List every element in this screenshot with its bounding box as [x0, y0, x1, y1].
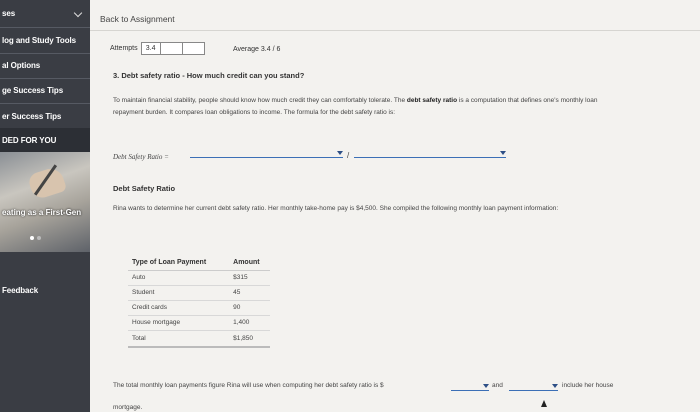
- dropdown-arrow-icon: [483, 384, 489, 388]
- sidebar-item-college-success-tips[interactable]: ge Success Tips: [2, 86, 64, 95]
- intro-text-2: is a computation that defines one's monthly loan repayment burden. It compares loan obligations to income. The formula for the debt safety ratio is:: [113, 97, 598, 116]
- table-total-row: [128, 330, 270, 347]
- include-label: include her house: [562, 382, 614, 389]
- sidebar-divider: [0, 53, 90, 54]
- attempts-box: [183, 42, 205, 55]
- formula-slash: /: [347, 151, 350, 160]
- loan-amount: 1,400: [223, 315, 270, 330]
- loan-amount: 90: [223, 300, 270, 315]
- does-does-not-dropdown[interactable]: [509, 381, 558, 391]
- table-row: [128, 300, 270, 315]
- carousel-dot[interactable]: [30, 236, 34, 240]
- question-title: 3. Debt safety ratio - How much credit can you stand?: [113, 71, 305, 80]
- table-header-row: [128, 256, 270, 270]
- average-score: Average 3.4 / 6: [233, 46, 281, 53]
- sidebar-divider: [0, 103, 90, 104]
- intro-paragraph: [113, 95, 613, 119]
- promo-image[interactable]: [0, 152, 90, 252]
- carousel-dot[interactable]: [37, 236, 41, 240]
- intro-bold-term: debt safety ratio: [406, 97, 458, 104]
- table-row: [128, 270, 270, 285]
- question-sentence: The total monthly loan payments figure Rina will use when computing her debt safety ratio is $: [113, 382, 384, 389]
- intro-text-1: To maintain financial stability, people should know how much credit they can comfortably tolerate. The: [113, 97, 407, 104]
- table-row: [128, 315, 270, 330]
- carousel-dots[interactable]: [30, 236, 41, 240]
- back-to-assignment-link[interactable]: Back to Assignment: [100, 14, 175, 24]
- loan-type: Auto: [128, 270, 223, 285]
- attempts-box: [161, 42, 183, 55]
- loan-type: House mortgage: [128, 315, 223, 330]
- sidebar: [0, 0, 90, 412]
- sidebar-item-career-success-tips[interactable]: er Success Tips: [2, 112, 62, 121]
- column-header-amount: Amount: [223, 256, 270, 270]
- attempts-label: Attempts: [110, 45, 138, 52]
- sidebar-item-options[interactable]: al Options: [2, 61, 41, 70]
- loan-type: Credit cards: [128, 300, 223, 315]
- question-sentence-end: mortgage.: [113, 404, 143, 411]
- main-content: [90, 0, 700, 412]
- ratio-formula-label: Debt Safety Ratio =: [113, 153, 169, 161]
- loan-payment-table: [128, 256, 270, 348]
- feedback-button[interactable]: Feedback: [2, 286, 39, 295]
- denominator-dropdown[interactable]: [354, 148, 506, 158]
- sidebar-item-study-tools[interactable]: log and Study Tools: [2, 36, 76, 45]
- header-divider: [90, 30, 700, 31]
- scenario-paragraph: Rina wants to determine her current debt safety ratio. Her monthly take-home pay is $4,500. She compiled the following monthly loan payment information:: [113, 205, 559, 212]
- sidebar-divider: [0, 78, 90, 79]
- sidebar-section-recommended: DED FOR YOU: [2, 136, 57, 145]
- sidebar-top-item[interactable]: ses: [2, 9, 16, 18]
- attempts-value: 3.4: [141, 42, 161, 55]
- total-amount: $1,850: [223, 330, 270, 347]
- total-payments-dropdown[interactable]: [451, 381, 489, 391]
- loan-amount: 45: [223, 285, 270, 300]
- and-label: and: [492, 382, 503, 389]
- dropdown-arrow-icon: [552, 384, 558, 388]
- numerator-dropdown[interactable]: [190, 148, 343, 158]
- mouse-cursor-icon: [541, 400, 547, 407]
- sidebar-divider: [0, 27, 90, 28]
- loan-type: Student: [128, 285, 223, 300]
- attempts-group: [110, 42, 205, 55]
- table-row: [128, 285, 270, 300]
- dropdown-arrow-icon: [337, 151, 343, 155]
- section-heading: Debt Safety Ratio: [113, 184, 176, 193]
- column-header-type: Type of Loan Payment: [128, 256, 223, 270]
- promo-caption: eating as a First-Gen: [2, 208, 82, 217]
- loan-amount: $315: [223, 270, 270, 285]
- hand-illustration: [27, 165, 67, 200]
- dropdown-arrow-icon: [500, 151, 506, 155]
- total-label: Total: [128, 330, 223, 347]
